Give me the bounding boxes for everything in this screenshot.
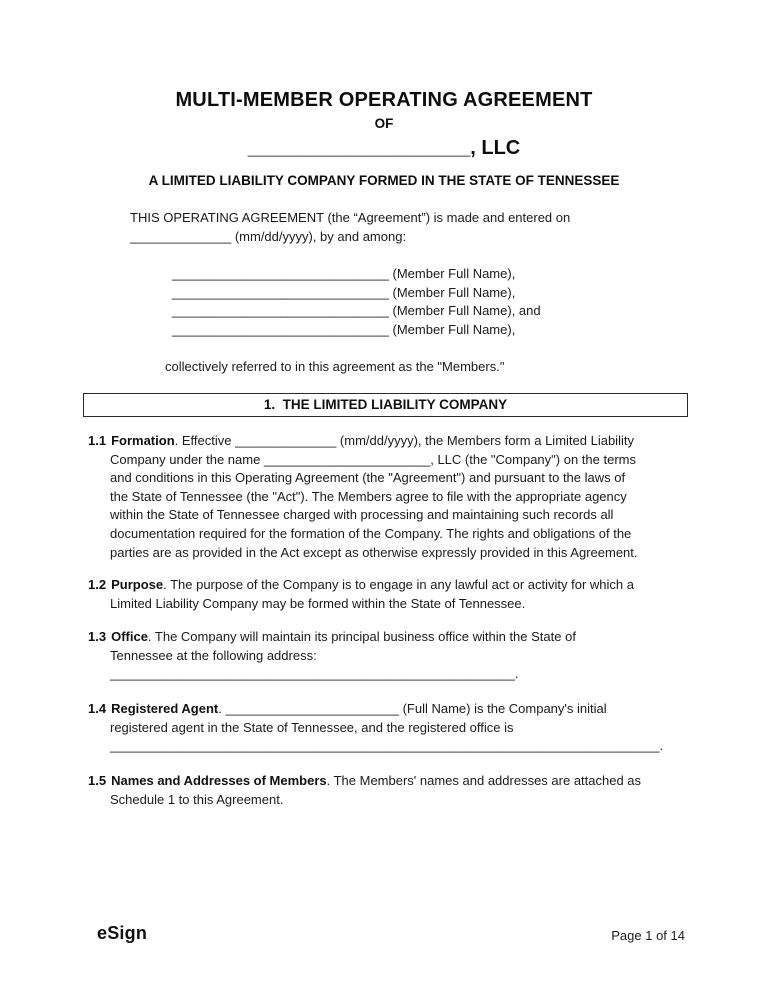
clause-heading: Names and Addresses of Members <box>111 773 327 788</box>
clause-1-1-formation <box>88 432 688 562</box>
clause-1-4-line-1 <box>88 700 688 719</box>
intro-paragraph <box>130 209 570 246</box>
clause-1-4-registered-agent <box>88 700 688 756</box>
member-name-list <box>172 265 541 339</box>
intro-line-2-date-blank: ______________ (mm/dd/yyyy), by and among: <box>130 228 407 244</box>
company-name-line <box>0 135 768 162</box>
company-name-suffix: , LLC <box>470 137 521 159</box>
clause-heading: Purpose <box>111 577 164 592</box>
clause-number: 1.4 <box>88 701 107 716</box>
clause-1-2-line-2: Limited Liability Company may be formed within the State of Tennessee. <box>110 595 526 611</box>
member-name-blank-3: ______________________________ (Member Full Name), and <box>172 303 541 319</box>
clause-1-1-line-5: within the State of Tennessee charged with processing and maintaining such records all <box>110 507 614 523</box>
clause-heading: Office <box>111 629 148 644</box>
page-number: Page 1 of 14 <box>611 928 685 943</box>
registered-office-blank: ____________________________________________________________________________. <box>110 738 664 754</box>
clause-number: 1.5 <box>88 773 107 788</box>
clause-text: . Effective ______________ (mm/dd/yyyy), the Members form a Limited Liability <box>174 433 634 448</box>
clause-number: 1.3 <box>88 629 107 644</box>
clause-1-3-office <box>88 628 688 684</box>
clause-1-3-line-1 <box>88 628 688 647</box>
intro-line-1: THIS OPERATING AGREEMENT (the “Agreement”) is made and entered on <box>130 210 571 225</box>
document-title: MULTI-MEMBER OPERATING AGREEMENT <box>175 89 593 111</box>
clause-1-1-line-6: documentation required for the formation of the Company. The rights and obligations of the <box>110 525 632 541</box>
clause-1-4-line-2: registered agent in the State of Tennessee, and the registered office is <box>110 719 514 735</box>
clause-1-1-line-1 <box>88 432 688 451</box>
clause-1-1-line-4: the State of Tennessee (the "Act"). The Members agree to file with the appropriate agency <box>110 488 627 504</box>
members-collective-clause: collectively referred to in this agreement as the "Members." <box>165 359 505 374</box>
clause-heading: Registered Agent <box>111 701 219 716</box>
clause-number: 1.2 <box>88 577 107 592</box>
clause-text: . ________________________ (Full Name) is the Company's initial <box>218 701 607 716</box>
member-name-blank-2: ______________________________ (Member Full Name), <box>172 284 516 300</box>
clause-text: . The Members' names and addresses are attached as <box>326 773 642 788</box>
clause-number: 1.1 <box>88 433 107 448</box>
office-address-blank: ________________________________________________________. <box>110 666 519 682</box>
clause-1-1-line-2: Company under the name _______________________, LLC (the "Company") on the terms <box>110 451 636 467</box>
clause-heading: Formation <box>111 433 175 448</box>
clause-1-2-purpose <box>88 576 688 613</box>
clause-1-1-line-7: parties are as provided in the Act except as otherwise expressly provided in this Agreement. <box>110 544 638 560</box>
document-of-label: OF <box>374 116 394 131</box>
clause-1-1-line-3: and conditions in this Operating Agreement (the "Agreement") and pursuant to the laws of <box>110 470 626 486</box>
document-subtitle: A LIMITED LIABILITY COMPANY FORMED IN THE STATE OF TENNESSEE <box>148 173 620 188</box>
esign-logo: eSign <box>97 923 148 943</box>
section-1-heading: 1. THE LIMITED LIABILITY COMPANY <box>263 397 508 412</box>
company-name-blank: ____________________ <box>247 137 471 159</box>
clause-1-5-line-1 <box>88 772 688 791</box>
clause-1-2-line-1 <box>88 576 688 595</box>
member-name-blank-1: ______________________________ (Member Full Name), <box>172 266 516 281</box>
clause-text: . The Company will maintain its principal business office within the State of <box>147 629 576 644</box>
section-1-heading-box <box>83 393 688 417</box>
document-header <box>0 88 768 191</box>
clause-1-3-line-2: Tennessee at the following address: <box>110 647 317 663</box>
clause-1-5-line-2: Schedule 1 to this Agreement. <box>110 791 284 807</box>
clause-text: . The purpose of the Company is to engage in any lawful act or activity for which a <box>163 577 634 592</box>
member-name-blank-4: ______________________________ (Member Full Name), <box>172 321 516 337</box>
clause-1-5-names-addresses <box>88 772 688 809</box>
